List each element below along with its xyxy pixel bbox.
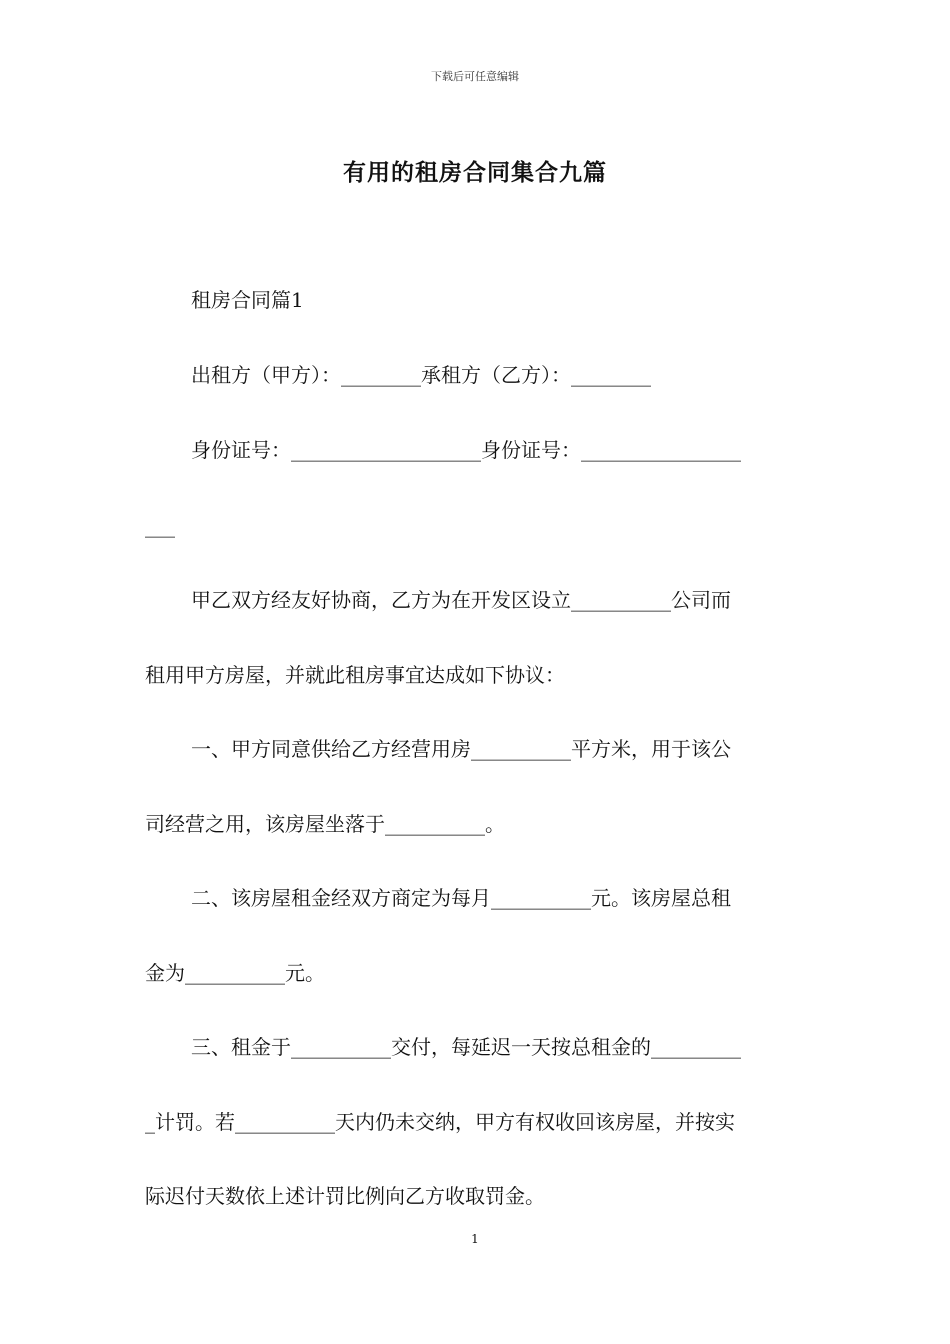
clause-3-line: 三、租金于__________交付，每延迟一天按总租金的_________ xyxy=(191,1035,741,1059)
page-number: 1 xyxy=(471,1232,479,1246)
header-note: 下载后可任意编辑 xyxy=(431,70,519,83)
clause-3-line: 际迟付天数依上述计罚比例向乙方收取罚金。 xyxy=(145,1184,545,1208)
clause-1-line: 一、甲方同意供给乙方经营用房__________平方米，用于该公 xyxy=(191,737,731,761)
document-title: 有用的租房合同集合九篇 xyxy=(343,159,607,186)
paragraph-line: 甲乙双方经友好协商，乙方为在开发区设立__________公司而 xyxy=(191,588,731,612)
clause-2-line: 金为__________元。 xyxy=(145,961,325,985)
section-heading: 租房合同篇1 xyxy=(191,288,304,312)
id-number-line-continued: ___ xyxy=(145,514,175,538)
clause-3-line: _计罚。若__________天内仍未交纳，甲方有权收回该房屋，并按实 xyxy=(145,1110,735,1134)
parties-line: 出租方（甲方）：________承租方（乙方）：________ xyxy=(191,363,651,387)
id-number-line: 身份证号：___________________身份证号：________________ xyxy=(191,438,741,462)
paragraph-line: 租用甲方房屋，并就此租房事宜达成如下协议： xyxy=(145,663,565,687)
clause-2-line: 二、该房屋租金经双方商定为每月__________元。该房屋总租 xyxy=(191,886,731,910)
clause-1-line: 司经营之用，该房屋坐落于__________。 xyxy=(145,812,505,836)
